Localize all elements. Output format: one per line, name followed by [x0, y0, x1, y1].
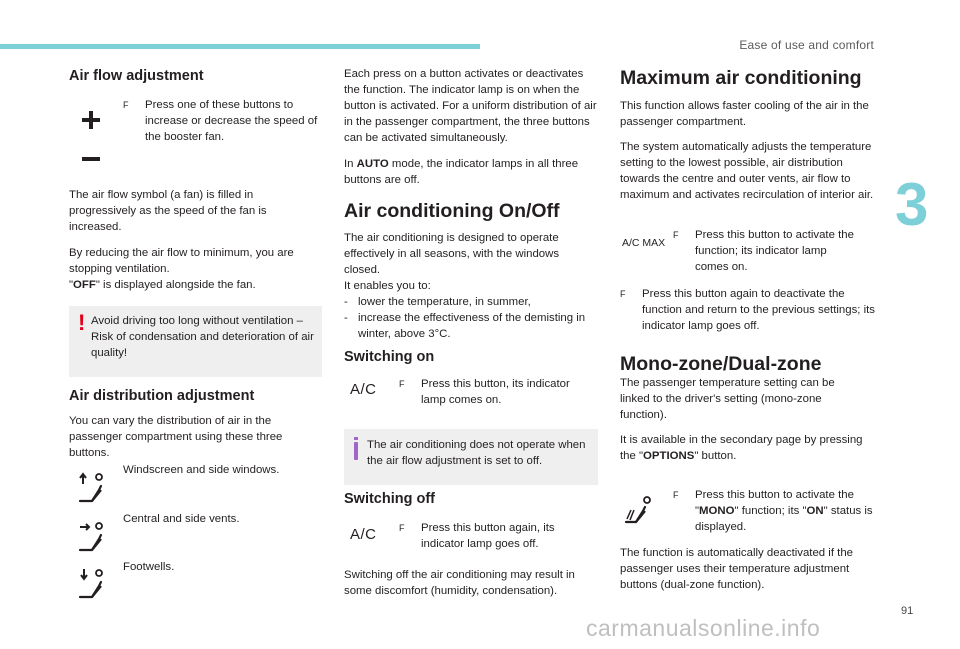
info-icon	[354, 442, 358, 460]
warning-text: Avoid driving too long without ventilation – Risk of condensation and deterioration of air quality!	[91, 315, 314, 359]
intro-paragraph-1: Each press on a button activates or deactivates the function. The indicator lamp is on when the button is activated. For a uniform distribution of air in the passenger compartment, the three buttons can be activated simultaneously.	[344, 68, 597, 144]
footwell-airflow-icon	[78, 568, 108, 600]
distribution-item-vents: Central and side vents.	[123, 513, 240, 525]
airflow-paragraph-2: By reducing the air flow to minimum, you are stopping ventilation. "OFF" is displayed alongside the fan.	[69, 247, 294, 291]
warning-icon: !	[78, 310, 86, 335]
windscreen-airflow-icon	[78, 472, 108, 504]
list-item: - lower the temperature, in summer,	[344, 294, 594, 310]
distribution-title: Air distribution adjustment	[69, 388, 255, 404]
plus-icon	[81, 110, 101, 130]
mono-zone-paragraph-3: The function is automatically deactivated if the passenger uses their temperature adjustment buttons (dual-zone function).	[620, 547, 854, 591]
mono-seat-icon	[624, 496, 654, 526]
airflow-paragraph-1: The air flow symbol (a fan) is filled in progressively as the speed of the fan is increased.	[69, 189, 267, 233]
max-ac-paragraph-2: The system automatically adjusts the temperature setting to the lowest possible, air distribution towards the centre and outer vents, air flow to maximum and activates recirculation of interior air.	[620, 141, 874, 201]
page-number: 91	[901, 605, 914, 617]
switching-off-title: Switching off	[344, 491, 436, 507]
minus-icon	[81, 156, 101, 162]
section-title: Ease of use and comfort	[739, 38, 874, 52]
mono-zone-title: Mono-zone/Dual-zone	[620, 353, 822, 375]
header-accent-bar	[0, 44, 480, 49]
list-item: - increase the effectiveness of the demisting in winter, above 3°C.	[344, 310, 594, 342]
switching-off-paragraph: Switching off the air conditioning may result in some discomfort (humidity, condensation).	[344, 569, 575, 597]
ac-paragraph-1: The air conditioning is designed to operate effectively in all seasons, with the windows closed.	[344, 232, 560, 276]
airflow-title: Air flow adjustment	[69, 68, 204, 84]
chapter-number: 3	[895, 171, 929, 238]
max-ac-paragraph-1: This function allows faster cooling of the air in the passenger compartment.	[620, 100, 869, 128]
ac-list	[344, 294, 594, 342]
max-ac-title: Maximum air conditioning	[620, 67, 862, 89]
mono-zone-paragraph-1: The passenger temperature setting can be linked to the driver's setting (mono-zone function).	[620, 377, 835, 421]
vents-airflow-icon	[78, 521, 108, 553]
ac-button-icon: A/C	[350, 381, 377, 398]
mono-zone-bullet: F Press this button to activate the "MONO" function; its "ON" status is displayed.	[673, 489, 873, 533]
ac-button-icon: A/C	[350, 526, 377, 543]
bullet-marker: F	[123, 100, 129, 110]
intro-paragraph-2: In AUTO mode, the indicator lamps in all three buttons are off.	[344, 158, 579, 186]
distribution-item-footwells: Footwells.	[123, 561, 175, 573]
max-ac-bullet-1: F Press this button to activate the function; its indicator lamp comes on.	[673, 229, 854, 273]
switching-on-bullet: F Press this button, its indicator lamp comes on.	[399, 378, 570, 406]
info-box	[344, 429, 598, 485]
watermark: carmanualsonline.info	[586, 615, 821, 641]
info-text: The air conditioning does not operate when the air flow adjustment is set to off.	[367, 439, 586, 467]
distribution-item-windscreen: Windscreen and side windows.	[123, 464, 280, 476]
max-ac-bullet-2: F Press this button again to deactivate the function and return to the previous settings; its indicator lamp goes off.	[620, 288, 876, 332]
distribution-paragraph: You can vary the distribution of air in the passenger compartment using these three buttons.	[69, 415, 283, 459]
switching-off-bullet: F Press this button again, its indicator lamp goes off.	[399, 522, 555, 550]
ac-max-button-icon: A/C MAX	[622, 237, 666, 249]
airflow-bullet: F Press one of these buttons to increase or decrease the speed of the booster fan.	[123, 99, 318, 143]
mono-zone-paragraph-2: It is available in the secondary page by pressing the "OPTIONS" button.	[620, 434, 863, 462]
ac-title: Air conditioning On/Off	[344, 200, 560, 222]
ac-paragraph-2: It enables you to:	[344, 280, 431, 292]
warning-box	[69, 306, 322, 377]
switching-on-title: Switching on	[344, 349, 435, 365]
